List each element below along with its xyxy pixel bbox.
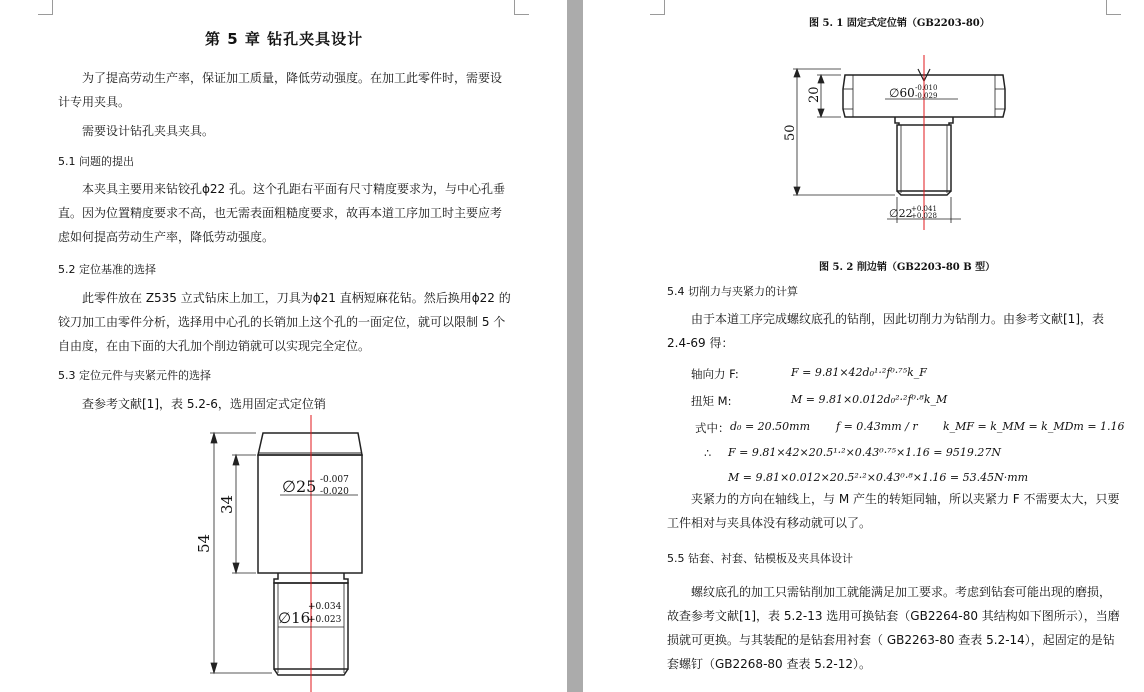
section-heading-5-2: 5.2 定位基准的选择 — [58, 263, 156, 276]
section-heading-5-3: 5.3 定位元件与夹紧元件的选择 — [58, 369, 211, 382]
shank-diameter: ∅22 — [889, 207, 913, 220]
torque-formula: M = 9.81×0.012d₀²·²f⁰·⁸k_M — [791, 393, 948, 406]
paragraph-intro: 为了提高劳动生产率，保证加工质量，降低劳动强度。在加工此零件时，需要设计专用夹具。 — [58, 71, 503, 109]
head-tolerance-lower: -0.020 — [320, 487, 349, 497]
paragraph-drill-bushing: 螺纹底孔的加工只需钻削加工就能满足加工要求。考虑到钻套可能出现的磨损，故查参考文献[1]，表 5.2-13 选用可换钻套（GB2264-80 其结构如下图所示），当磨损就可更换。与其装配的是钻套用衬套（ GB2263-80 查表 5.2-14），起固定的是钻套螺钉（GB2268-80 查表 5.2-12）。 — [667, 585, 1120, 671]
axial-force-formula: F = 9.81×42d₀¹·²f⁰·⁷⁵k_F — [791, 366, 927, 379]
head-tolerance-lower: -0.029 — [915, 92, 938, 100]
figure-5-1-caption: 图 5. 1 固定式定位销（GB2203-80） — [809, 18, 990, 29]
torque-label: 扭矩 M: — [691, 394, 732, 408]
figure-5-2-caption: 图 5. 2 削边销（GB2203-80 B 型） — [819, 262, 996, 273]
head-tolerance-upper: -0.010 — [915, 84, 938, 92]
paragraph-locating-pin: 查参考文献[1]，表 5.2-6，选用固定式定位销 — [82, 397, 326, 411]
axial-force-label: 轴向力 F: — [691, 367, 739, 381]
paragraph-cutting-force: 由于本道工序完成螺纹底孔的钻削，因此切削力为钻削力。由参考文献[1]，表 2.4-69 得： — [667, 312, 1105, 350]
shank-tolerance-lower: +0.023 — [308, 615, 342, 625]
dimension-head-height: 34 — [218, 494, 236, 514]
crop-mark — [1106, 0, 1121, 15]
therefore-symbol: ∴ — [704, 446, 712, 460]
head-tolerance-upper: -0.007 — [320, 475, 349, 485]
calculated-torque: M = 9.81×0.012×20.5²·²×0.43⁰·⁸×1.16 = 53.45N·mm — [728, 471, 1029, 484]
crop-mark — [38, 0, 53, 15]
document-page-right — [583, 0, 1144, 692]
paragraph-problem: 本夹具主要用来钻铰孔ϕ22 孔。这个孔距右平面有尺寸精度要求为，与中心孔垂直。因为位置精度要求不高，也无需表面粗糙度要求，故再本道工序加工时主要应考虑如何提高劳动生产率，降低劳动强度。 — [58, 182, 506, 244]
shank-tolerance-lower: +0.028 — [911, 212, 937, 220]
crop-mark — [514, 0, 529, 15]
where-feed: f = 0.43mm / r — [836, 420, 918, 433]
shank-diameter: ∅16 — [278, 609, 311, 627]
diamond-pin-drawing — [783, 55, 1023, 230]
locating-pin-drawing — [190, 415, 390, 692]
crop-mark — [650, 0, 665, 15]
dimension-head-height: 20 — [807, 86, 822, 103]
shank-tolerance-upper: +0.041 — [911, 205, 937, 213]
calculated-force: F = 9.81×42×20.5¹·²×0.43⁰·⁷⁵×1.16 = 9519.27N — [728, 446, 1002, 459]
head-diameter: ∅25 — [282, 477, 317, 496]
dimension-total-height: 54 — [195, 533, 213, 553]
paragraph-clamping-force: 夹紧力的方向在轴线上，与 M 产生的转矩同轴，所以夹紧力 F 不需要太大，只要工件相对与夹具体没有移动就可以了。 — [667, 492, 1120, 530]
where-diameter: d₀ = 20.50mm — [730, 420, 811, 433]
document-page-left — [0, 0, 567, 692]
section-heading-5-4: 5.4 切削力与夹紧力的计算 — [667, 285, 798, 298]
section-heading-5-1: 5.1 问题的提出 — [58, 155, 134, 168]
paragraph-datum: 此零件放在 Z535 立式钻床上加工，刀具为ϕ21 直柄短麻花钻。然后换用ϕ22 的铰刀加工由零件分析，选择用中心孔的长销加上这个孔的一面定位，就可以限制 5 个自由度，在由下面的大孔加个削边销就可以实现完全定位。 — [58, 291, 511, 353]
where-coefficient: k_MF = k_MM = k_MDm = 1.16 — [943, 420, 1125, 433]
dimension-total-height: 50 — [783, 124, 798, 141]
paragraph-requirement: 需要设计钻孔夹具夹具。 — [82, 124, 215, 138]
chapter-title: 第 5 章 钻孔夹具设计 — [205, 30, 364, 48]
shank-tolerance-upper: +0.034 — [308, 602, 342, 612]
section-heading-5-5: 5.5 钻套、衬套、钻模板及夹具体设计 — [667, 552, 853, 565]
where-label: 式中： — [695, 421, 730, 435]
head-diameter: ∅60 — [889, 86, 915, 100]
